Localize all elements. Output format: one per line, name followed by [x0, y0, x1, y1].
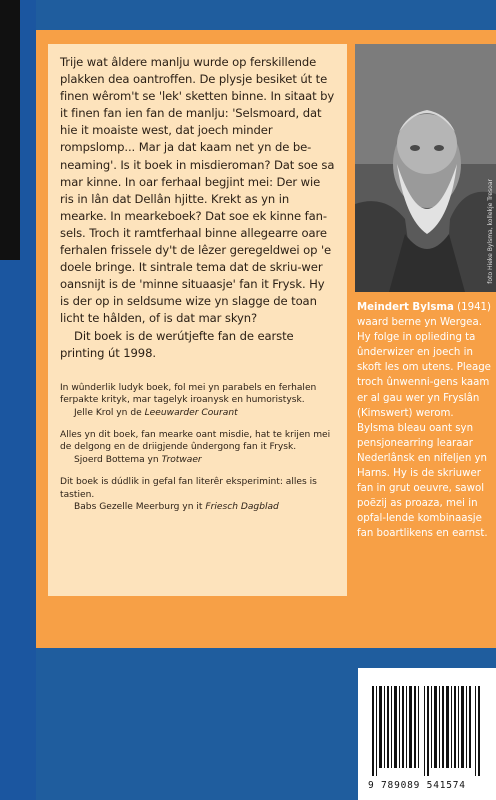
review-attribution — [60, 501, 337, 513]
blurb-paragraph-1: Trije wat âldere manlju wurde op ferskillende plakken dea oantroffen. De plysje besiket út te finen wêrom't se 'lek' sketten binne. In sitaat by it finen fan ien fan de manlju: 'Selsmoard, dat hie it moaiste west, dat joech minder rompslomp... Mar ja dat kaam net yn de be-neaming'. Is it boek in misdieroman? Dat soe sa mar kinne. In oar ferhaal begjint mei: Der wie ris in lân dat Dellân hjitte. Krekt as yn in mearke. In mearkeboek? Dat soe ek kinne fan-sels. Troch it ramtferhaal binne allegearre oare ferhalen frissele dy't de lêzer geregeldwei op 'e doele bringe. It sintrale tema dat de skriu-wer oansnijt is de 'minne situaasje' fan it Frysk. Hy is der op in seldsume wize yn slagge de toan licht te hâlden, of is dat mar skyn? — [60, 55, 335, 326]
author-bio — [357, 300, 493, 542]
review-author: Jelle Krol yn de — [74, 407, 142, 418]
black-spine-bar — [0, 0, 20, 260]
barcode-image — [372, 686, 482, 776]
author-portrait-image — [355, 44, 496, 292]
author-photo — [355, 44, 496, 292]
review-source: Leeuwarder Courant — [144, 407, 238, 418]
review-quote: Alles yn dit boek, fan mearke oant misdie, hat te krijen mei de delgong en de driigjende ûndergong fan it Frysk. — [60, 429, 331, 453]
review-attribution — [60, 407, 337, 419]
review-3 — [60, 476, 337, 513]
photo-credit: foto Hieke Bylsma, kollekje Tresoar — [487, 179, 494, 284]
review-source: Trotwaer — [161, 454, 202, 465]
blurb-paragraph-2: Dit boek is de werútjefte fan de earste printing út 1998. — [60, 328, 294, 360]
author-name: Meindert Bylsma — [357, 302, 454, 313]
review-2 — [60, 429, 337, 466]
blurb — [60, 54, 337, 362]
reviews — [60, 382, 337, 514]
review-1 — [60, 382, 337, 419]
review-attribution — [60, 454, 337, 466]
isbn-number: 9 789089 541574 — [368, 780, 466, 791]
barcode-area — [358, 668, 496, 800]
review-quote: Dit boek is dúdlik in gefal fan literêr eksperimint: alles is tastien. — [60, 477, 317, 500]
author-bio-text: (1941) waard berne yn Wergea. Hy folge in oplieding ta ûnderwizer en joech in skoft les om utens. Pleage troch ûnwenni-gens kaam er al gau wer yn Fryslân (Kimswert) werom. Bylsma bleau oant syn pensjonearring learaar Nederlânsk en nifeljen yn Harns. Hy is de skriuwer fan in grut oeuvre, sawol poëzij as proaza, mei in opfal-lende kombinaasje fan boartlikens en earnst. — [357, 302, 492, 540]
review-source: Friesch Dagblad — [205, 501, 279, 512]
review-author: Babs Gezelle Meerburg yn it — [74, 501, 203, 512]
text-panel — [48, 44, 347, 596]
review-quote: In wûnderlik ludyk boek, fol mei yn parabels en ferhalen ferpakte krityk, mar tagelyk iroanysk en humoristysk. — [60, 382, 317, 406]
review-author: Sjoerd Bottema yn — [74, 454, 159, 465]
